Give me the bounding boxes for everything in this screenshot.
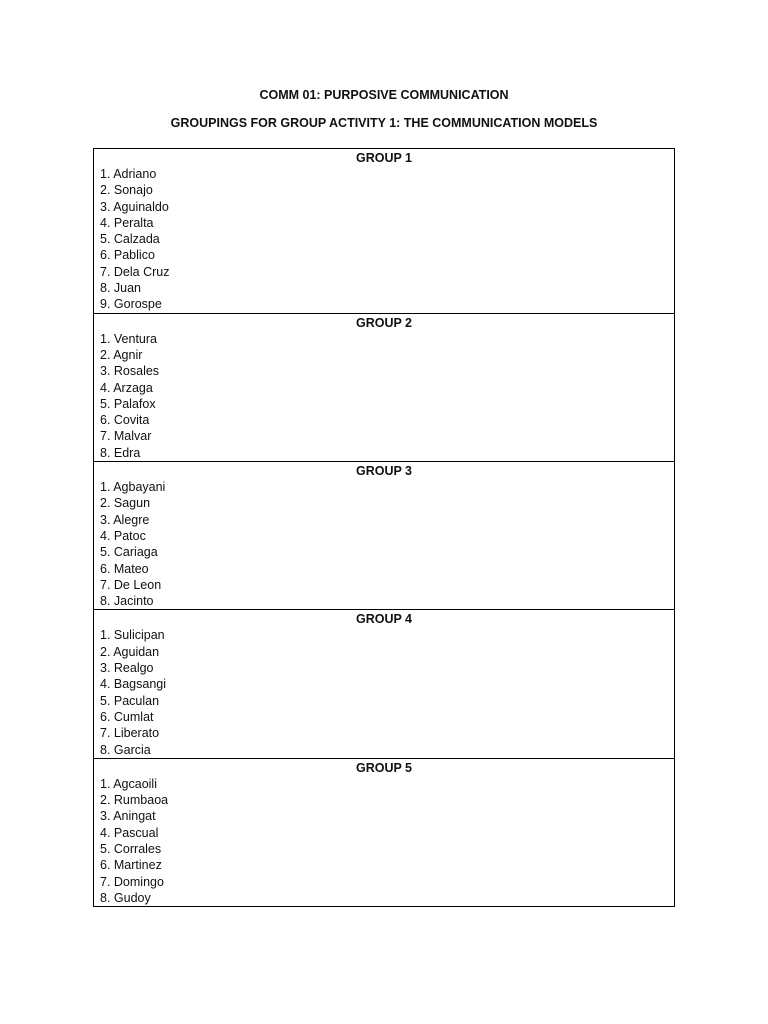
group-member: 4. Pascual [100,825,159,840]
activity-title: GROUPINGS FOR GROUP ACTIVITY 1: THE COMMUNICATION MODELS [170,116,598,130]
group-title: GROUP 4 [355,612,413,627]
group-member: 4. Bagsangi [100,677,167,692]
group-member: 1. Ventura [100,331,157,346]
group-member: 5. Palafox [100,396,156,411]
group-member: 4. Arzaga [100,380,153,395]
group-member: 6. Pablico [100,248,155,263]
group-title: GROUP 3 [355,464,413,479]
group-member: 6. Cumlat [100,709,154,724]
group-member: 9. Gorospe [100,297,162,312]
group-member: 3. Realgo [100,661,154,676]
course-title: COMM 01: PURPOSIVE COMMUNICATION [259,88,509,102]
group-title: GROUP 2 [355,315,413,330]
group-title: GROUP 5 [355,760,413,775]
group-member: 5. Cariaga [100,545,158,560]
group-member: 5. Paculan [100,693,160,708]
group-member: 3. Aguinaldo [100,199,169,214]
group-member: 4. Patoc [100,528,146,543]
group-member: 2. Sonajo [100,183,153,198]
group-section-2 [94,313,674,461]
group-member: 8. Gudoy [100,890,151,905]
group-section-1 [94,149,674,313]
group-section-4 [94,609,674,757]
group-member: 7. Dela Cruz [100,264,170,279]
group-member: 5. Corrales [100,841,162,856]
group-member: 3. Alegre [100,512,150,527]
group-member: 7. Domingo [100,874,164,889]
group-member: 1. Agbayani [100,480,166,495]
group-member: 7. De Leon [100,577,162,592]
group-title: GROUP 1 [355,151,413,165]
group-member: 8. Edra [100,445,141,460]
group-member: 7. Malvar [100,429,152,444]
group-section-5 [94,758,674,906]
group-member: 6. Covita [100,413,150,428]
group-member: 8. Juan [100,281,142,296]
group-member: 6. Martinez [100,858,162,873]
group-member: 5. Calzada [100,232,160,247]
group-member: 4. Peralta [100,215,154,230]
group-member: 2. Sagun [100,496,151,511]
group-member: 8. Garcia [100,742,151,757]
group-member: 3. Rosales [100,364,160,379]
group-member: 8. Jacinto [100,594,154,609]
group-member: 2. Rumbaoa [100,793,169,808]
group-member: 2. Aguidan [100,644,160,659]
group-member: 2. Agnir [100,347,143,362]
group-member: 1. Sulicipan [100,628,165,643]
group-member: 1. Adriano [100,167,157,181]
groupings-table [93,148,675,907]
group-member: 3. Aningat [100,809,156,824]
group-member: 7. Liberato [100,726,160,741]
group-section-3 [94,461,674,609]
group-member: 1. Agcaoili [100,776,157,791]
group-member: 6. Mateo [100,561,149,576]
